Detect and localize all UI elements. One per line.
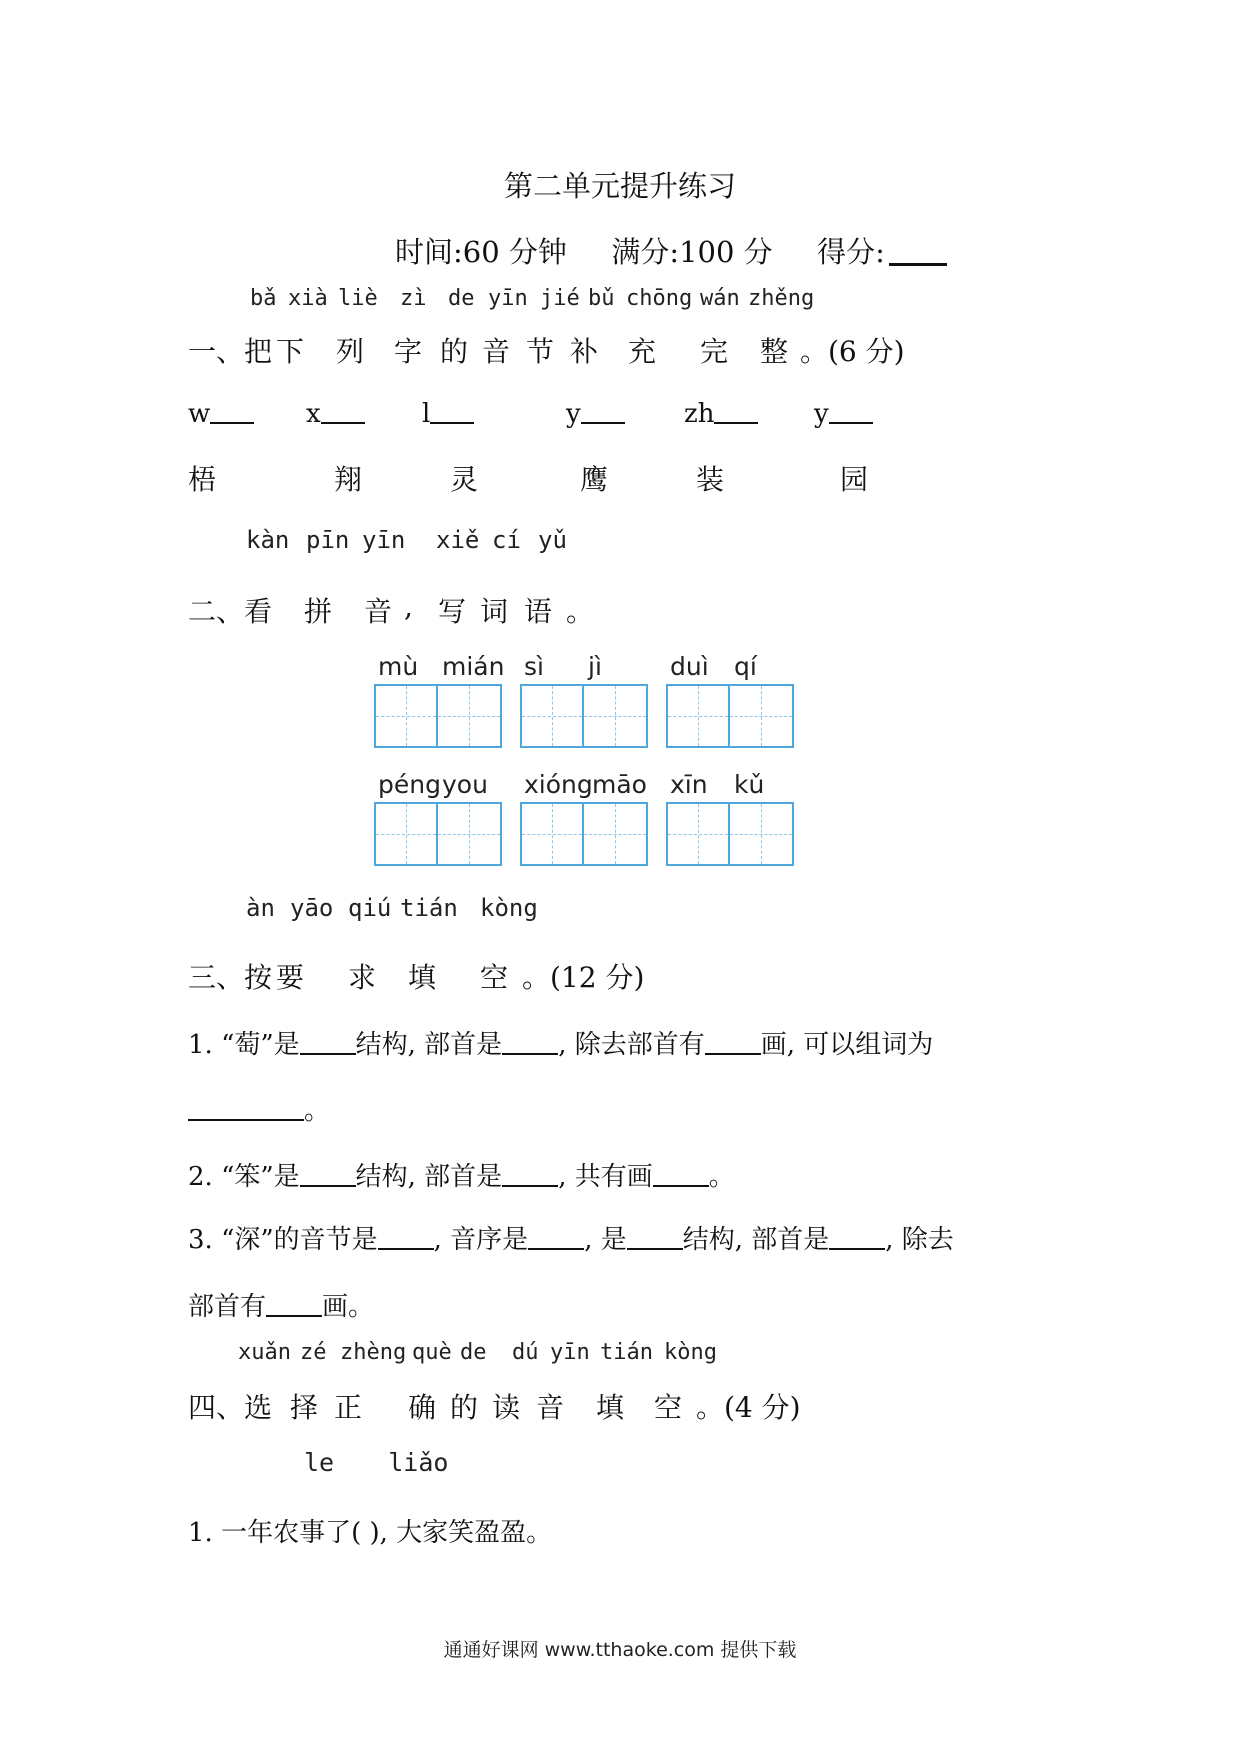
pinyin-syllable: jié bbox=[540, 286, 580, 311]
word-pinyin: qí bbox=[734, 652, 757, 681]
word-grid-0 bbox=[374, 650, 505, 748]
pinyin-syllable: tián bbox=[400, 894, 458, 922]
writing-cell[interactable] bbox=[520, 684, 584, 748]
blank[interactable] bbox=[430, 396, 474, 424]
writing-cell[interactable] bbox=[730, 802, 794, 866]
question-3-1: 1. “萄”是 结构, 部首是 , 除去部首有 画, 可以组词为 bbox=[188, 1024, 933, 1061]
page-title: 第二单元提升练习 bbox=[503, 169, 736, 203]
pinyin-syllable: tián bbox=[600, 1340, 653, 1365]
heading-char: 语 bbox=[524, 595, 553, 628]
score-blank[interactable] bbox=[889, 235, 947, 266]
heading-char: 列 bbox=[336, 335, 365, 368]
pinyin-syllable: yīn bbox=[488, 286, 528, 311]
heading-char: 四、选 bbox=[188, 1391, 273, 1424]
option-liao: liǎo bbox=[388, 1448, 449, 1477]
pinyin-syllable: dú bbox=[512, 1340, 539, 1365]
blank[interactable] bbox=[210, 396, 254, 424]
heading-char: 择 bbox=[290, 1391, 319, 1424]
heading-char: 写 bbox=[438, 595, 467, 628]
character: 鹰 bbox=[580, 463, 609, 496]
pinyin-syllable: de bbox=[460, 1340, 487, 1365]
pinyin-syllable: pīn bbox=[306, 526, 350, 554]
heading-char: 要 bbox=[276, 961, 305, 994]
heading-char: 补 bbox=[570, 335, 599, 368]
heading-char: 读 bbox=[492, 1391, 521, 1424]
heading-char: 求 bbox=[348, 961, 377, 994]
heading-char: 一、把 bbox=[188, 335, 273, 368]
word-grid-3 bbox=[374, 768, 502, 866]
question-4-1: 1. 一年农事了( ), 大家笑盈盈。 bbox=[188, 1518, 553, 1548]
writing-cell[interactable] bbox=[374, 684, 438, 748]
word-pinyin: mián bbox=[442, 652, 505, 681]
word-pinyin: kǔ bbox=[734, 770, 765, 799]
writing-cell[interactable] bbox=[666, 802, 730, 866]
pinyin-syllable: què bbox=[412, 1340, 452, 1365]
word-pinyin: xīn bbox=[670, 770, 708, 799]
syllable-blank-3: y bbox=[566, 396, 625, 429]
word-pinyin: sì bbox=[524, 652, 544, 681]
question-3-1-cont: 。 bbox=[188, 1090, 330, 1127]
writing-cell[interactable] bbox=[666, 684, 730, 748]
heading-char: 的 bbox=[440, 335, 469, 368]
character: 翔 bbox=[334, 463, 363, 496]
pinyin-syllable: yǔ bbox=[538, 526, 567, 554]
pinyin-syllable: yāo bbox=[290, 894, 334, 922]
heading-char: 空 bbox=[480, 961, 509, 994]
word-grid-4 bbox=[520, 768, 648, 866]
syllable-blank-1: x bbox=[306, 396, 365, 429]
character: 梧 bbox=[188, 463, 217, 496]
blank[interactable] bbox=[705, 1027, 761, 1055]
word-pinyin: mù bbox=[378, 652, 419, 681]
word-pinyin: duì bbox=[670, 652, 709, 681]
heading-char: 字 bbox=[394, 335, 423, 368]
pinyin-syllable: de bbox=[448, 286, 475, 311]
pinyin-syllable: àn bbox=[246, 894, 275, 922]
character: 灵 bbox=[450, 463, 479, 496]
word-grid-2 bbox=[666, 650, 794, 748]
heading-char: 。(4 分) bbox=[696, 1391, 801, 1424]
word-pinyin: you bbox=[442, 770, 488, 799]
character: 园 bbox=[840, 463, 869, 496]
heading-char: 充 bbox=[628, 335, 657, 368]
writing-cell[interactable] bbox=[584, 684, 648, 748]
heading-char: 音 bbox=[536, 1391, 565, 1424]
writing-cell[interactable] bbox=[584, 802, 648, 866]
blank[interactable] bbox=[528, 1222, 584, 1250]
pinyin-syllable: bǎ bbox=[250, 286, 277, 311]
exam-meta bbox=[395, 230, 947, 271]
heading-char: 词 bbox=[480, 595, 509, 628]
word-pinyin: xióng bbox=[524, 770, 593, 799]
pinyin-syllable: xià bbox=[288, 286, 328, 311]
writing-cell[interactable] bbox=[730, 684, 794, 748]
heading-char: 音 bbox=[482, 335, 511, 368]
heading-char: 。(12 分) bbox=[522, 961, 645, 994]
pinyin-syllable: qiú bbox=[348, 894, 392, 922]
pinyin-syllable: liè bbox=[338, 286, 378, 311]
pinyin-syllable: kòng bbox=[664, 1340, 717, 1365]
blank[interactable] bbox=[829, 396, 873, 424]
heading-char: 完 bbox=[700, 335, 729, 368]
pinyin-syllable: wán bbox=[700, 286, 740, 311]
heading-char: , bbox=[404, 590, 413, 623]
pinyin-syllable: xiě bbox=[436, 526, 480, 554]
full-score: 满分:100 分 bbox=[611, 235, 773, 269]
word-grid-1 bbox=[520, 650, 648, 748]
heading-char: 的 bbox=[450, 1391, 479, 1424]
question-3-2: 2. “笨”是 结构, 部首是 , 共有画 。 bbox=[188, 1156, 735, 1193]
blank[interactable] bbox=[300, 1027, 356, 1055]
writing-cell[interactable] bbox=[520, 802, 584, 866]
heading-char: 填 bbox=[596, 1391, 625, 1424]
heading-char: 确 bbox=[408, 1391, 437, 1424]
word-grid-5 bbox=[666, 768, 794, 866]
heading-char: 。 bbox=[566, 595, 595, 628]
syllable-blank-4: zh bbox=[684, 396, 758, 429]
blank[interactable] bbox=[300, 1159, 356, 1187]
heading-char: 正 bbox=[334, 1391, 363, 1424]
heading-char: 整 bbox=[760, 335, 789, 368]
pinyin-syllable: yīn bbox=[362, 526, 406, 554]
blank[interactable] bbox=[502, 1159, 558, 1187]
pinyin-syllable: yīn bbox=[550, 1340, 590, 1365]
question-3-3: 3. “深”的音节是 , 音序是 , 是 结构, 部首是 , 除去 bbox=[188, 1219, 954, 1256]
question-3-3-cont: 部首有 画。 bbox=[188, 1286, 374, 1323]
heading-char: 三、按 bbox=[188, 961, 273, 994]
reading-options bbox=[304, 1448, 448, 1477]
heading-char: 音 bbox=[364, 595, 393, 628]
pinyin-syllable: zì bbox=[400, 286, 427, 311]
writing-cell[interactable] bbox=[438, 802, 502, 866]
heading-char: 填 bbox=[408, 961, 437, 994]
blank[interactable] bbox=[581, 396, 625, 424]
blank[interactable] bbox=[714, 396, 758, 424]
pinyin-syllable: zhěng bbox=[748, 286, 815, 311]
heading-char: 拼 bbox=[304, 595, 333, 628]
blank[interactable] bbox=[829, 1222, 885, 1250]
footer-credit: 通通好课网 www.tthaoke.com 提供下载 bbox=[443, 1639, 797, 1661]
syllable-blank-5: y bbox=[814, 396, 873, 429]
pinyin-syllable: kòng bbox=[480, 894, 538, 922]
word-pinyin: māo bbox=[592, 770, 647, 799]
character: 装 bbox=[696, 463, 725, 496]
syllable-blank-2: l bbox=[422, 396, 474, 429]
heading-char: 空 bbox=[654, 1391, 683, 1424]
pinyin-syllable: zhèng bbox=[340, 1340, 407, 1365]
blank[interactable] bbox=[321, 396, 365, 424]
pinyin-syllable: bǔ bbox=[588, 286, 615, 311]
writing-cell[interactable] bbox=[374, 802, 438, 866]
pinyin-syllable: chōng bbox=[626, 286, 693, 311]
option-le: le bbox=[304, 1448, 335, 1477]
word-pinyin: péng bbox=[378, 770, 441, 799]
blank[interactable] bbox=[266, 1289, 322, 1317]
blank[interactable] bbox=[378, 1222, 434, 1250]
heading-char: 下 bbox=[276, 335, 305, 368]
blank[interactable] bbox=[653, 1159, 709, 1187]
score-label: 得分: bbox=[817, 235, 885, 269]
pinyin-syllable: xuǎn bbox=[238, 1340, 291, 1365]
pinyin-syllable: cí bbox=[492, 526, 521, 554]
heading-char: 。(6 分) bbox=[800, 335, 905, 368]
blank[interactable] bbox=[627, 1222, 683, 1250]
word-pinyin: jì bbox=[588, 652, 602, 681]
pinyin-syllable: kàn bbox=[246, 526, 290, 554]
heading-char: 节 bbox=[526, 335, 555, 368]
syllable-blank-0: w bbox=[188, 396, 254, 429]
blank[interactable] bbox=[188, 1093, 304, 1121]
heading-char: 二、看 bbox=[188, 595, 273, 628]
time-limit: 时间:60 分钟 bbox=[395, 235, 567, 269]
blank[interactable] bbox=[502, 1027, 558, 1055]
pinyin-syllable: zé bbox=[300, 1340, 327, 1365]
writing-cell[interactable] bbox=[438, 684, 502, 748]
